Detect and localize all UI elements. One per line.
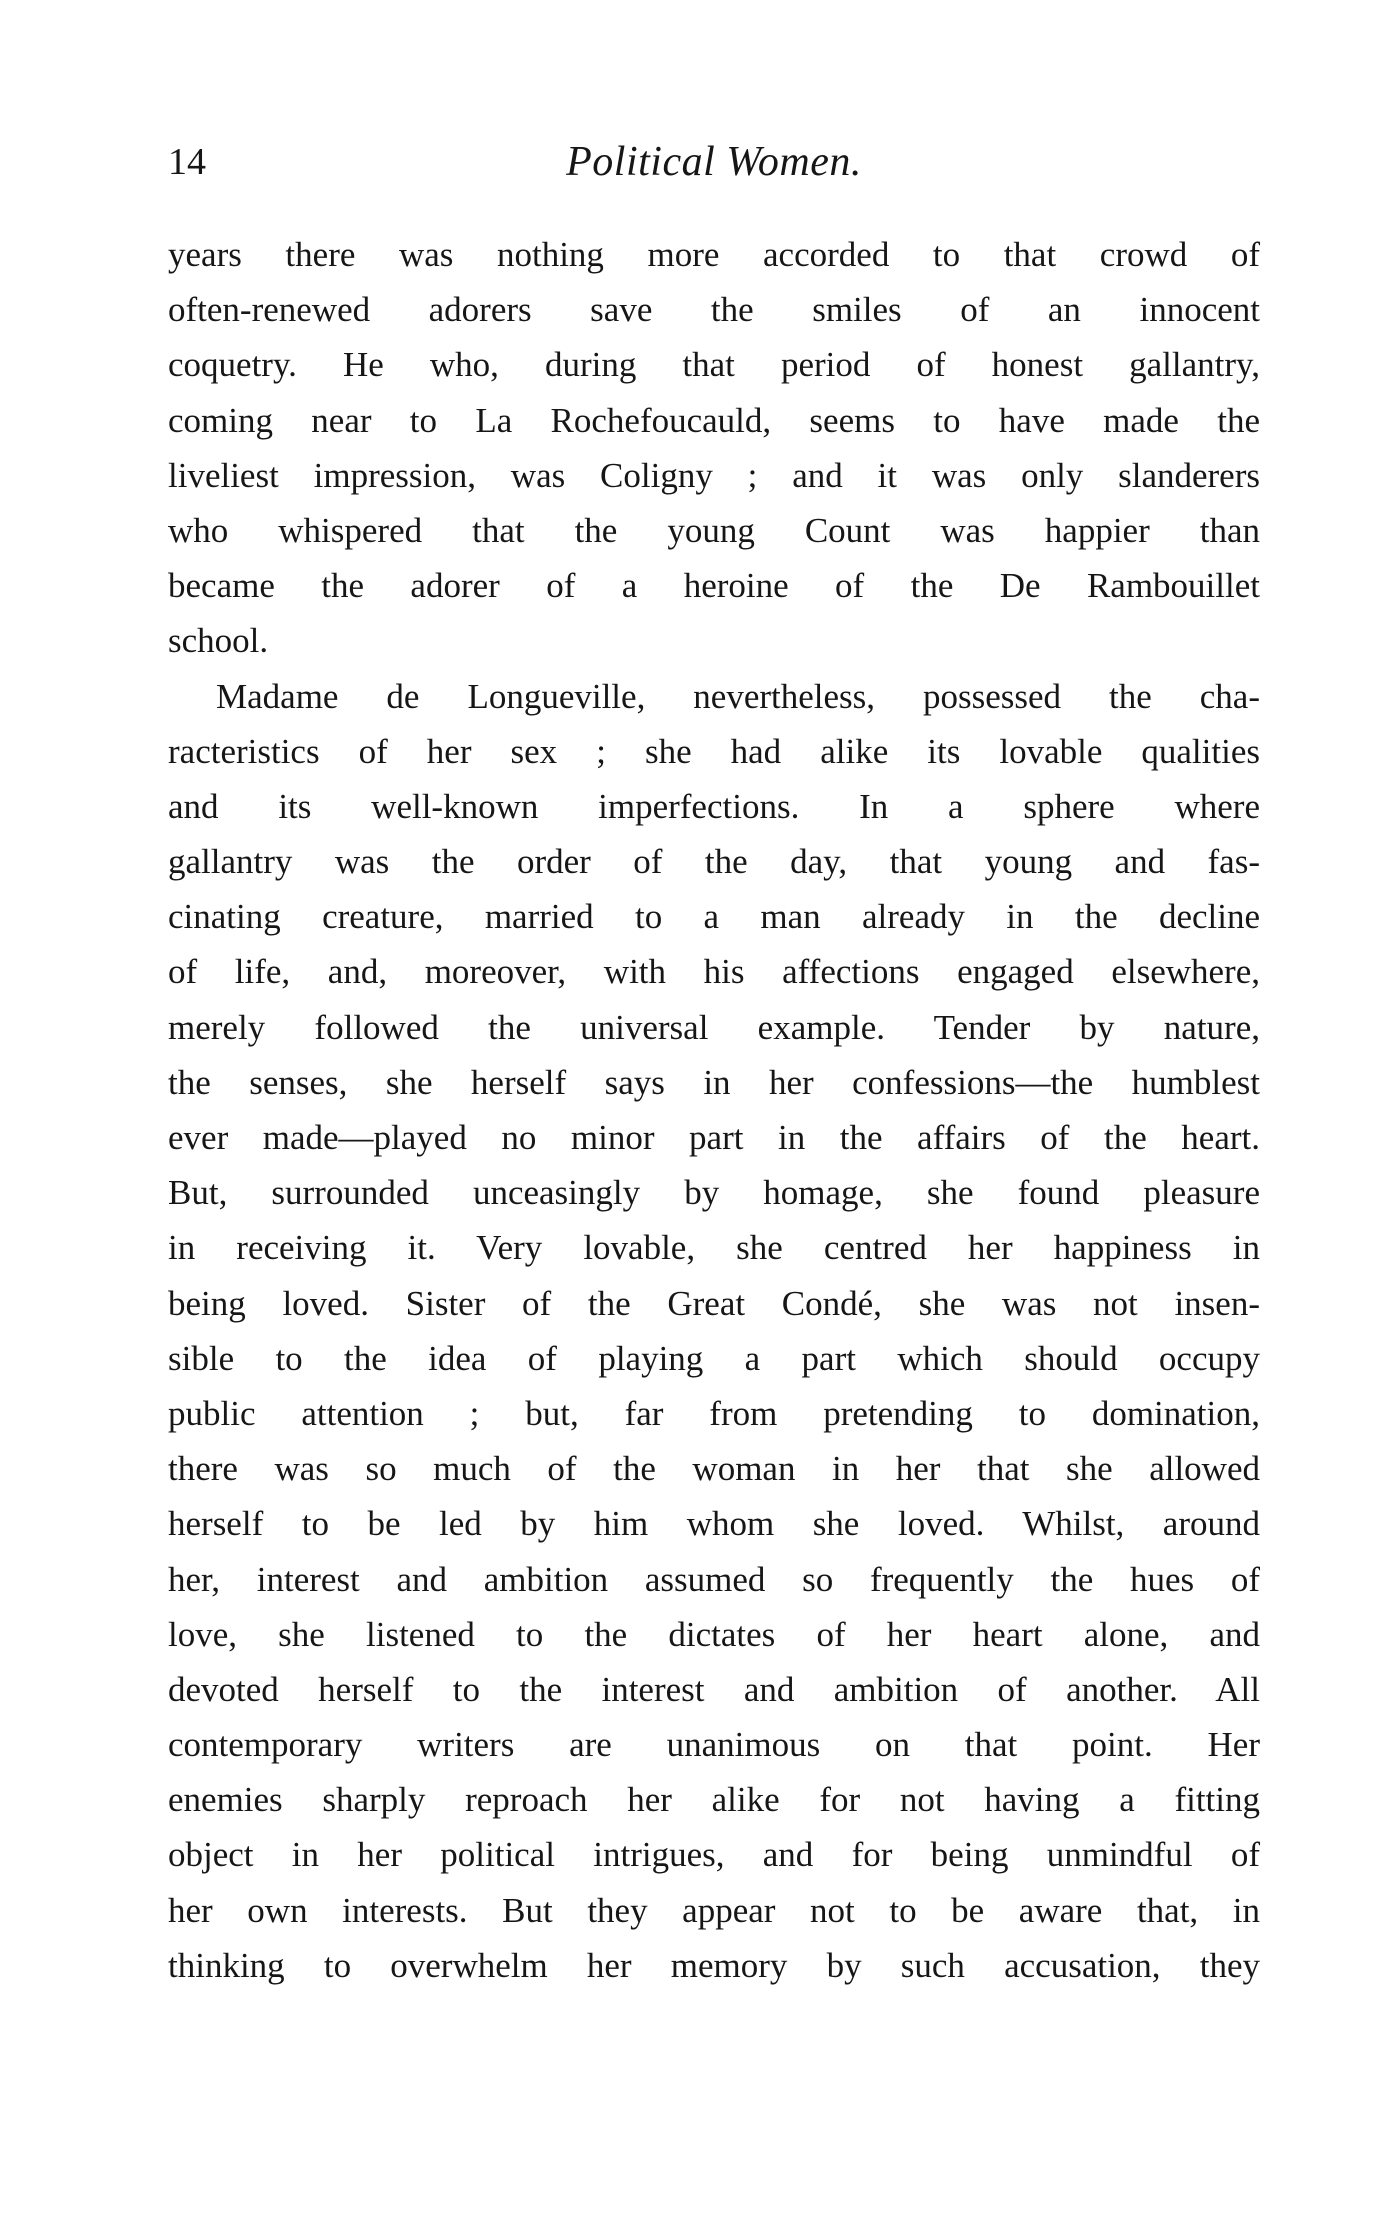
text-line: object in her political intrigues, and for being unmindful of — [168, 1835, 1260, 1875]
text-line: Madame de Longueville, nevertheless, possessed the cha- — [216, 676, 1260, 716]
text-line: who whispered that the young Count was happier than — [168, 510, 1260, 550]
running-title: Political Women. — [566, 139, 862, 185]
text-line: contemporary writers are unanimous on that point. Her — [168, 1725, 1260, 1765]
text-line: public attention ; but, far from pretending to domination, — [168, 1393, 1260, 1433]
text-line: liveliest impression, was Coligny ; and it was only slanderers — [168, 455, 1260, 495]
text-line: racteristics of her sex ; she had alike its lovable qualities — [168, 731, 1260, 771]
running-head — [168, 132, 1260, 192]
paragraph-1 — [168, 227, 1260, 669]
paragraph-2 — [168, 669, 1260, 1994]
text-line: enemies sharply reproach her alike for not having a fitting — [168, 1780, 1260, 1820]
text-line: there was so much of the woman in her that she allowed — [168, 1449, 1260, 1489]
text-line: herself to be led by him whom she loved. Whilst, around — [168, 1504, 1260, 1544]
text-line: her own interests. But they appear not to be aware that, in — [168, 1890, 1260, 1930]
text-line: often-renewed adorers save the smiles of an innocent — [168, 290, 1260, 330]
text-line: merely followed the universal example. Tender by nature, — [168, 1007, 1260, 1047]
text-line: coming near to La Rochefoucauld, seems to have made the — [168, 400, 1260, 440]
text-line: years there was nothing more accorded to that crowd of — [168, 235, 1260, 274]
text-line: her, interest and ambition assumed so frequently the hues of — [168, 1559, 1260, 1599]
text-line: devoted herself to the interest and ambition of another. All — [168, 1669, 1260, 1709]
text-line: of life, and, moreover, with his affections engaged elsewhere, — [168, 952, 1260, 992]
text-line: ever made—played no minor part in the affairs of the heart. — [168, 1118, 1260, 1157]
text-line: thinking to overwhelm her memory by such accusation, they — [168, 1945, 1260, 1985]
text-line: in receiving it. Very lovable, she centred her happiness in — [168, 1228, 1260, 1268]
text-line: school. — [168, 621, 269, 661]
text-line: became the adorer of a heroine of the De Rambouillet — [168, 566, 1260, 606]
text-line: cinating creature, married to a man already in the decline — [168, 897, 1260, 937]
text-line: sible to the idea of playing a part which should occupy — [168, 1338, 1260, 1378]
text-line: love, she listened to the dictates of her heart alone, and — [168, 1614, 1260, 1654]
text-line: the senses, she herself says in her confessions—the humblest — [168, 1062, 1260, 1102]
text-line: being loved. Sister of the Great Condé, she was not insen- — [168, 1283, 1260, 1323]
text-line: But, surrounded unceasingly by homage, she found pleasure — [168, 1173, 1260, 1213]
body-text — [168, 227, 1260, 1993]
text-line: and its well-known imperfections. In a sphere where — [168, 786, 1260, 826]
text-line: gallantry was the order of the day, that young and fas- — [168, 842, 1260, 882]
text-line: coquetry. He who, during that period of honest gallantry, — [168, 345, 1260, 385]
page-number: 14 — [168, 141, 206, 183]
